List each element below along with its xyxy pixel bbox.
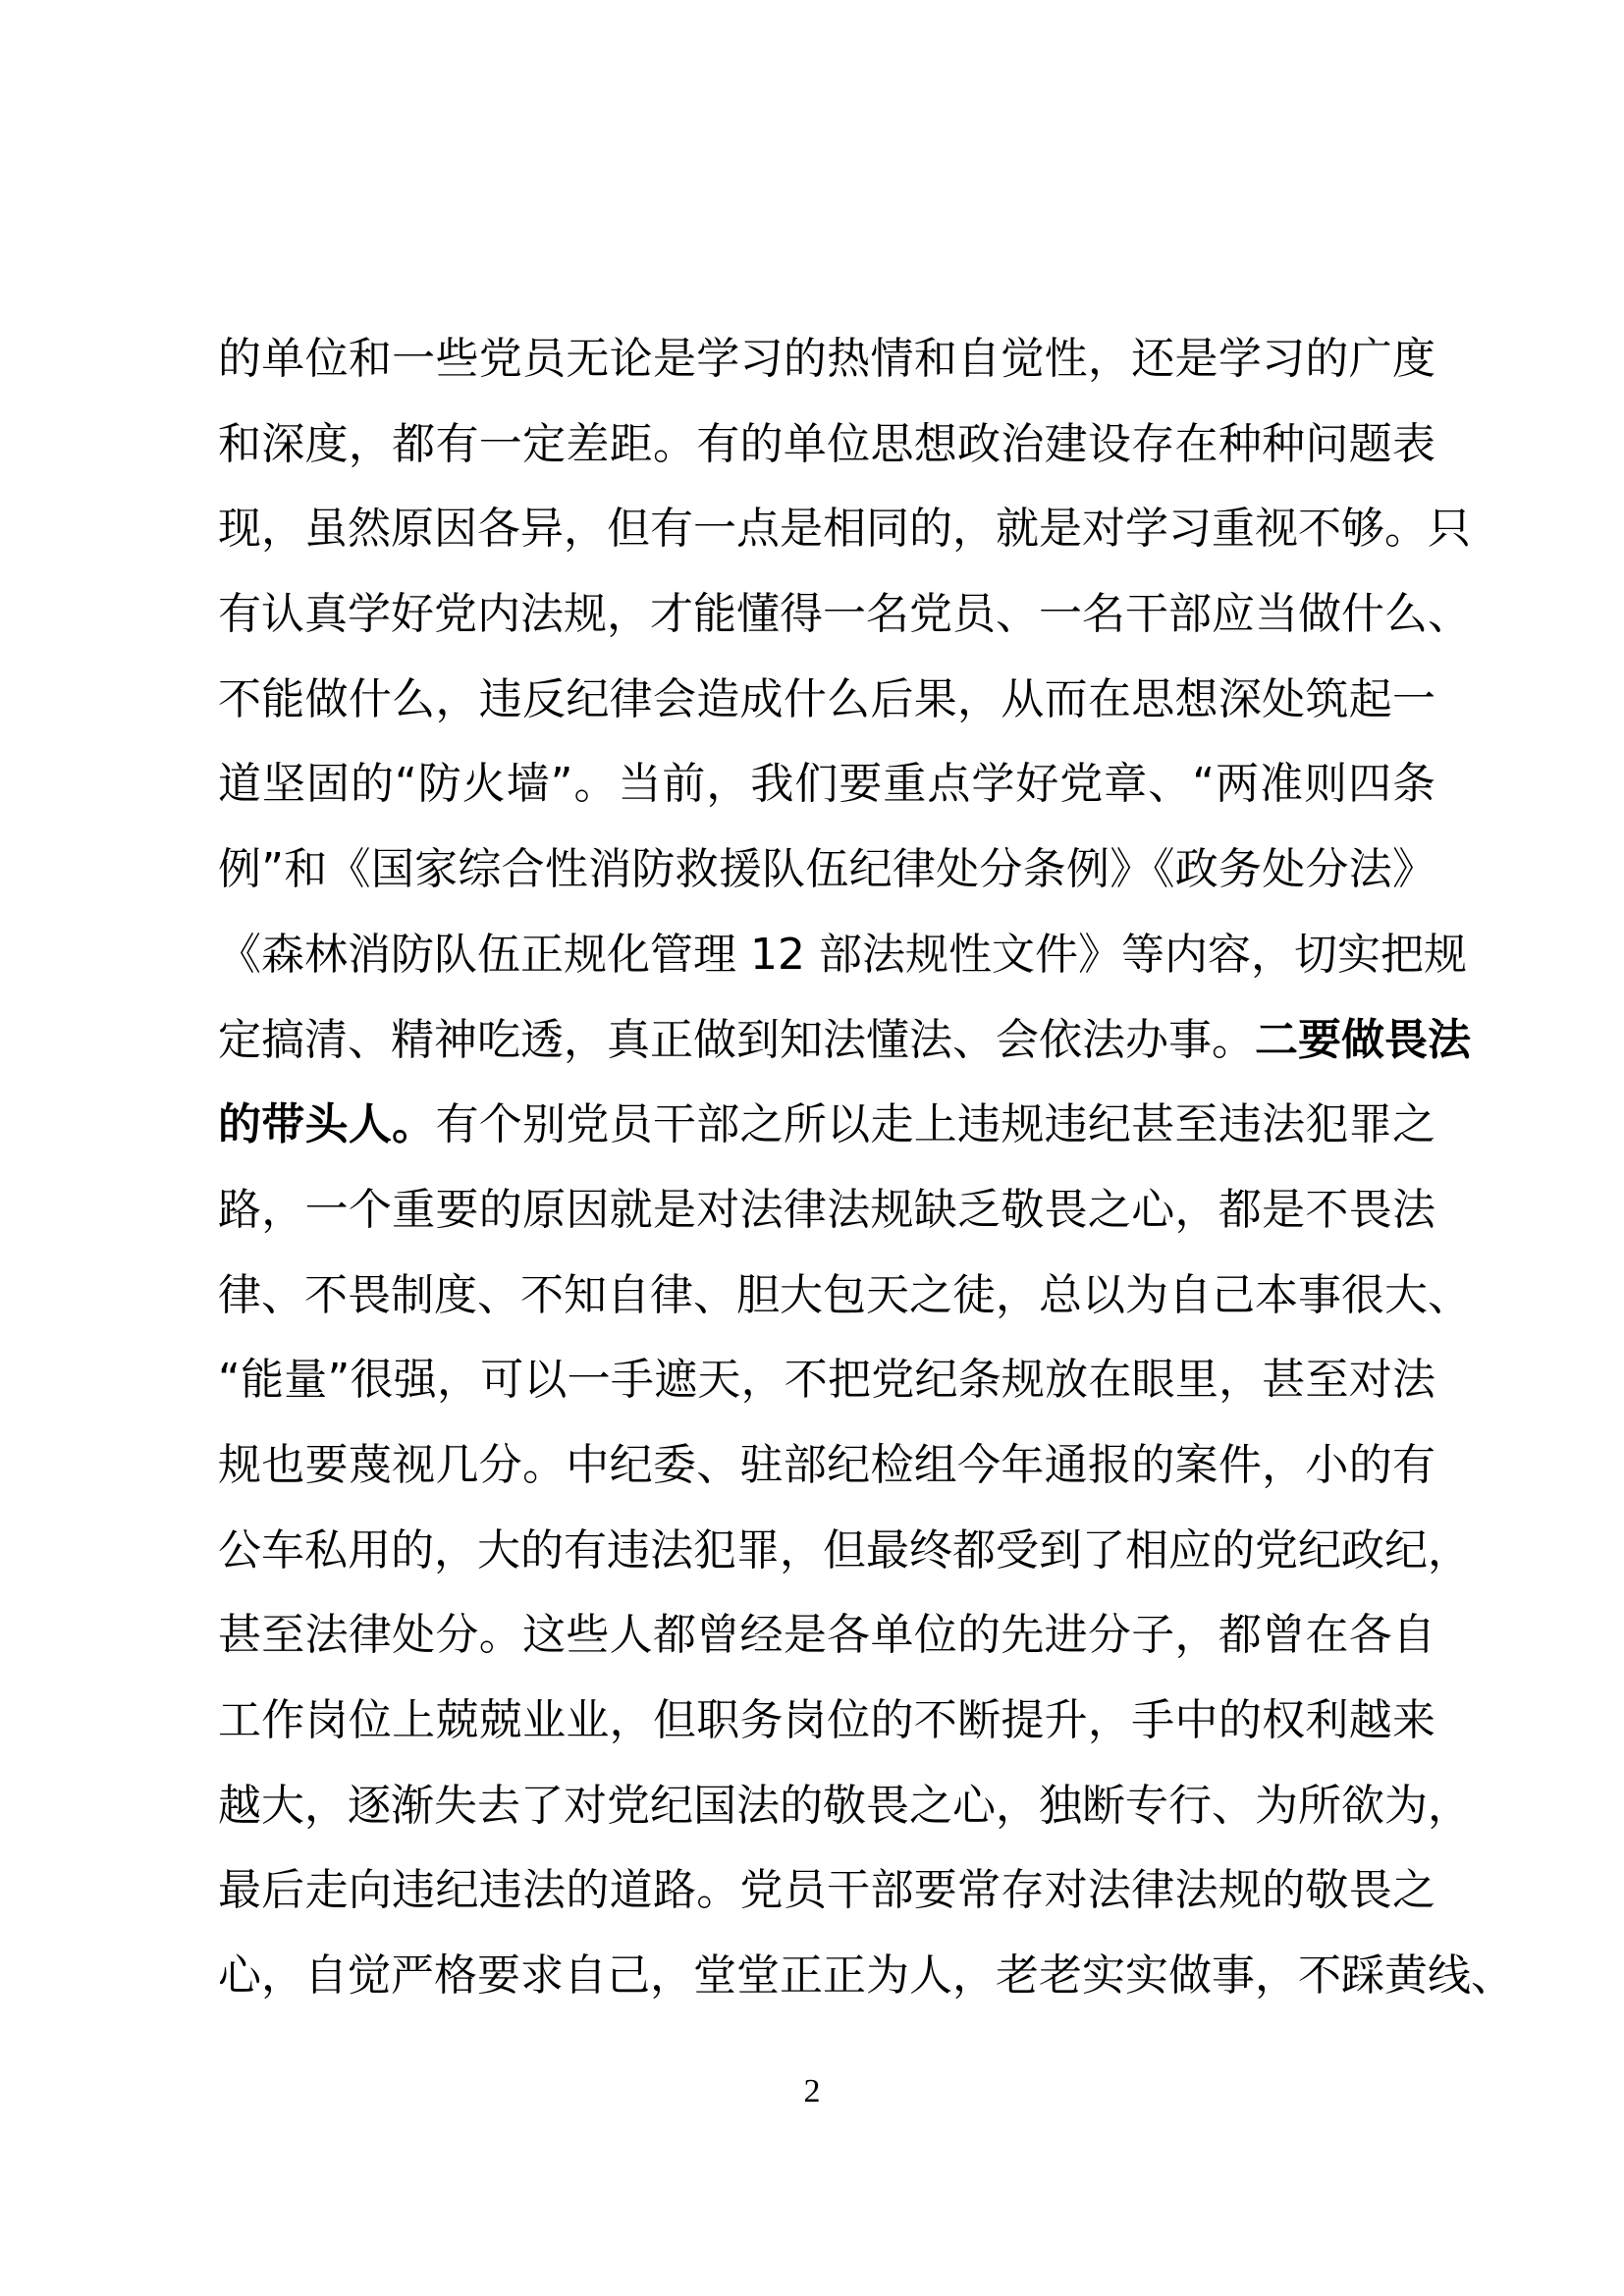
text-segment: 规也要蔑视几分。中纪委、驻部纪检组今年通报的案件，小的有	[218, 1439, 1435, 1490]
text-line	[218, 1083, 1435, 1168]
text-line	[218, 1764, 1471, 1849]
bold-heading-segment: 二要做畏法	[1255, 1014, 1471, 1065]
text-line	[218, 487, 1471, 572]
text-line	[218, 1423, 1435, 1509]
text-line	[218, 658, 1435, 743]
text-line	[218, 572, 1471, 658]
text-segment: 不能做什么，违反纪律会造成什么后果，从而在思想深处筑起一	[218, 673, 1435, 724]
text-line	[218, 1254, 1471, 1339]
text-segment: 和深度，都有一定差距。有的单位思想政治建设存在种种问题表	[218, 418, 1435, 469]
text-segment: 工作岗位上兢兢业业，但职务岗位的不断提升，手中的权利越来	[218, 1695, 1435, 1745]
text-line	[218, 828, 1435, 913]
text-line	[218, 402, 1435, 488]
text-segment: 的单位和一些党员无论是学习的热情和自觉性，还是学习的广度	[218, 334, 1435, 384]
text-line	[218, 998, 1471, 1084]
text-line	[218, 913, 1467, 998]
text-line	[218, 742, 1435, 828]
text-line	[218, 1679, 1435, 1764]
text-line	[218, 1338, 1435, 1423]
text-segment: “能量”很强，可以一手遮天，不把党纪条规放在眼里，甚至对法	[218, 1355, 1435, 1406]
text-line	[218, 1934, 1514, 2019]
text-line	[218, 1593, 1435, 1679]
text-line	[218, 317, 1435, 402]
text-segment: 例”和《国家综合性消防救援队伍纪律处分条例》《政务处分法》	[218, 844, 1435, 895]
text-segment: 最后走向违纪违法的道路。党员干部要常存对法律法规的敬畏之	[218, 1865, 1435, 1916]
body-paragraph	[218, 317, 1514, 2019]
text-segment: 公车私用的，大的有违法犯罪，但最终都受到了相应的党纪政纪，	[218, 1524, 1471, 1575]
text-line	[218, 1168, 1435, 1254]
text-segment: 有个别党员干部之所以走上违规违纪甚至违法犯罪之	[435, 1099, 1436, 1150]
text-segment: 心，自觉严格要求自己，堂堂正正为人，老老实实做事，不踩黄线、	[218, 1950, 1514, 2002]
bold-heading-segment: 的带头人。	[218, 1099, 436, 1150]
page-number: 2	[803, 2073, 821, 2109]
text-segment: 定搞清、精神吃透，真正做到知法懂法、会依法办事。	[218, 1014, 1255, 1065]
text-segment: 《森林消防队伍正规化管理 12 部法规性文件》等内容，切实把规	[218, 929, 1467, 980]
text-segment: 路，一个重要的原因就是对法律法规缺乏敬畏之心，都是不畏法	[218, 1184, 1435, 1235]
text-segment: 现，虽然原因各异，但有一点是相同的，就是对学习重视不够。只	[218, 504, 1471, 555]
text-segment: 道坚固的“防火墙”。当前，我们要重点学好党章、“两准则四条	[218, 759, 1435, 810]
text-segment: 越大，逐渐失去了对党纪国法的敬畏之心，独断专行、为所欲为，	[218, 1780, 1471, 1831]
text-segment: 甚至法律处分。这些人都曾经是各单位的先进分子，都曾在各自	[218, 1610, 1435, 1661]
text-line	[218, 1848, 1435, 1934]
text-line	[218, 1509, 1471, 1594]
text-segment: 律、不畏制度、不知自律、胆大包天之徒，总以为自己本事很大、	[218, 1269, 1471, 1320]
text-segment: 有认真学好党内法规，才能懂得一名党员、一名干部应当做什么、	[218, 589, 1471, 640]
